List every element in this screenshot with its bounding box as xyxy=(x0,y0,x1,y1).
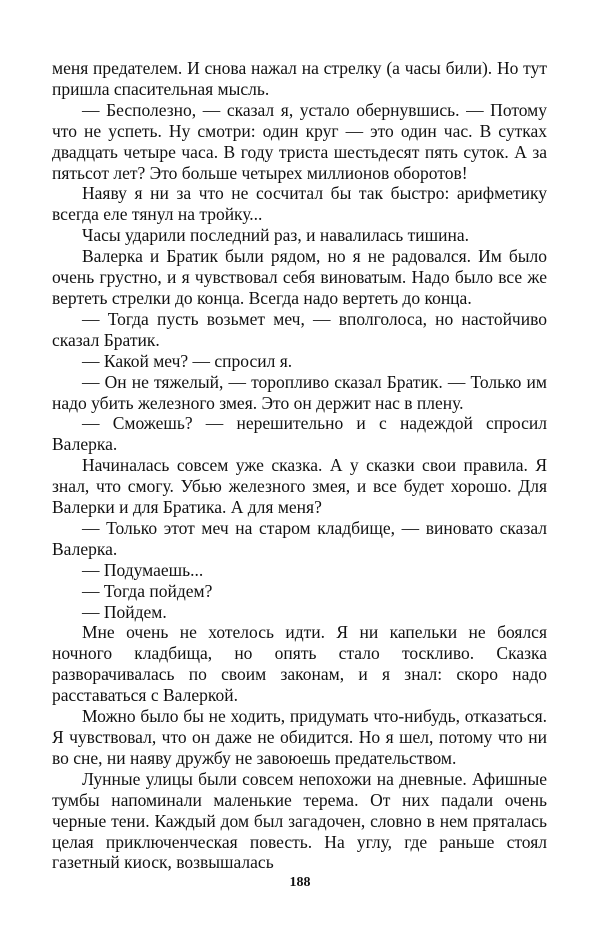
page-number: 188 xyxy=(289,875,311,890)
paragraph: — Тогда пойдем? xyxy=(82,580,213,601)
paragraph: Мне очень не хотелось идти. Я ни капельки не боялся ночного кладбища, но опять стало тоскливо. Сказка разворачивалась по своим законам, и я знал: скоро надо расставаться с Валеркой. xyxy=(52,622,547,706)
paragraph: меня предателем. И снова нажал на стрелку (а часы били). Но тут пришла спасительная мысль. xyxy=(52,58,547,99)
paragraph: — Тогда пусть возьмет меч, — вполголоса, но настойчиво сказал Братик. xyxy=(52,308,547,350)
paragraph: — Сможешь? — нерешительно и с надеждой спросил Валерка. xyxy=(52,413,547,455)
page-text xyxy=(52,58,547,873)
paragraph: Валерка и Братик были рядом, но я не радовался. Им было очень грустно, и я чувствовал себя виноватым. Надо было все же вертеть стрелки до конца. Всегда надо вертеть до конца. xyxy=(52,246,547,308)
paragraph: — Какой меч? — спросил я. xyxy=(82,350,293,371)
paragraph: Наяву я ни за что не сосчитал бы так быстро: арифметику всегда еле тянул на тройку... xyxy=(52,183,547,225)
paragraph: — Подумаешь... xyxy=(82,559,204,580)
paragraph: Можно было бы не ходить, придумать что-нибудь, отказаться. Я чувствовал, что он даже не обидится. Но я шел, потому что ни во сне, ни наяву дружбу не завоюешь предательством. xyxy=(52,706,547,768)
paragraph: — Только этот меч на старом кладбище, — виновато сказал Валерка. xyxy=(52,517,547,559)
paragraph: — Пойдем. xyxy=(82,601,167,622)
paragraph: Часы ударили последний раз, и навалилась тишина. xyxy=(82,225,469,246)
paragraph: Начиналась совсем уже сказка. А у сказки свои правила. Я знал, что смогу. Убью железного змея, и все будет хорошо. Для Валерки и для Братика. А для меня? xyxy=(52,455,547,518)
paragraph: — Бесполезно, — сказал я, устало обернувшись. — Потому что не успеть. Ну смотри: один круг — это один час. В сутках двадцать четыре часа. В году триста шестьдесят пять суток. А за пятьсот лет? Это больше четырех миллионов оборотов! xyxy=(52,99,547,183)
paragraph: Лунные улицы были совсем непохожи на дневные. Афишные тумбы напоминали маленькие терема. От них падали очень черные тени. Каждый дом был загадочен, словно в нем пряталась целая приключенческая повесть. На углу, где раньше стоял газетный киоск, возвышалась xyxy=(52,768,547,873)
paragraph: — Он не тяжелый, — торопливо сказал Братик. — Только им надо убить железного змея. Это он держит нас в плену. xyxy=(52,371,547,413)
